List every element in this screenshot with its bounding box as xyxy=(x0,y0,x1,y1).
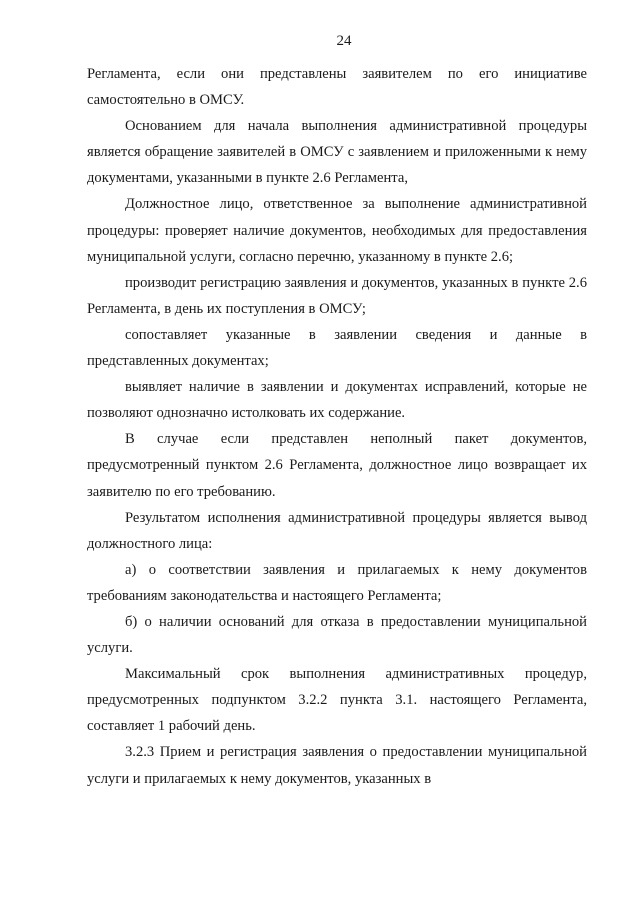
paragraph-result-a: а) о соответствии заявления и прилагаемых к нему документов требованиям законодательства и настоящего Регламента; xyxy=(87,561,587,604)
paragraph-section-3-2-3: 3.2.3 Прием и регистрация заявления о предоставлении муниципальной услуги и прилагаемых к нему документов, указанных в xyxy=(87,744,587,787)
paragraph-compares: сопоставляет указанные в заявлении сведения и данные в представленных документах; xyxy=(87,326,587,370)
paragraph-max-term: Максимальный срок выполнения административных процедур, предусмотренных подпунктом 3.2.2 пункта 3.1. настоящего Регламента, составляет 1 рабочий день. xyxy=(87,666,587,735)
paragraph-continuation: Регламента, если они представлены заявителем по его инициативе самостоятельно в ОМСУ. xyxy=(87,66,587,109)
paragraph-detects-corrections: выявляет наличие в заявлении и документах исправлений, которые не позволяют однозначно истолковать их содержание. xyxy=(87,379,587,422)
paragraph-result: Результатом исполнения административной процедуры является вывод должностного лица: xyxy=(87,509,587,552)
paragraph-official-checks: Должностное лицо, ответственное за выполнение административной процедуры: проверяет наличие документов, необходимых для предоставления муниципальной услуги, согласно перечню, указанному в пункте 2.6; xyxy=(87,196,587,265)
paragraph-registers: производит регистрацию заявления и документов, указанных в пункте 2.6 Регламента, в день их поступления в ОМСУ; xyxy=(87,274,587,317)
paragraph-basis: Основанием для начала выполнения административной процедуры является обращение заявителей в ОМСУ с заявлением и приложенными к нему документами, указанными в пункте 2.6 Регламента, xyxy=(87,118,587,187)
page-number: 24 xyxy=(336,33,352,49)
document-body xyxy=(87,61,587,792)
paragraph-incomplete-package: В случае если представлен неполный пакет документов, предусмотренный пунктом 2.6 Регламента, должностное лицо возвращает их заявителю по его требованию. xyxy=(87,431,587,500)
paragraph-result-b: б) о наличии оснований для отказа в предоставлении муниципальной услуги. xyxy=(87,613,587,657)
